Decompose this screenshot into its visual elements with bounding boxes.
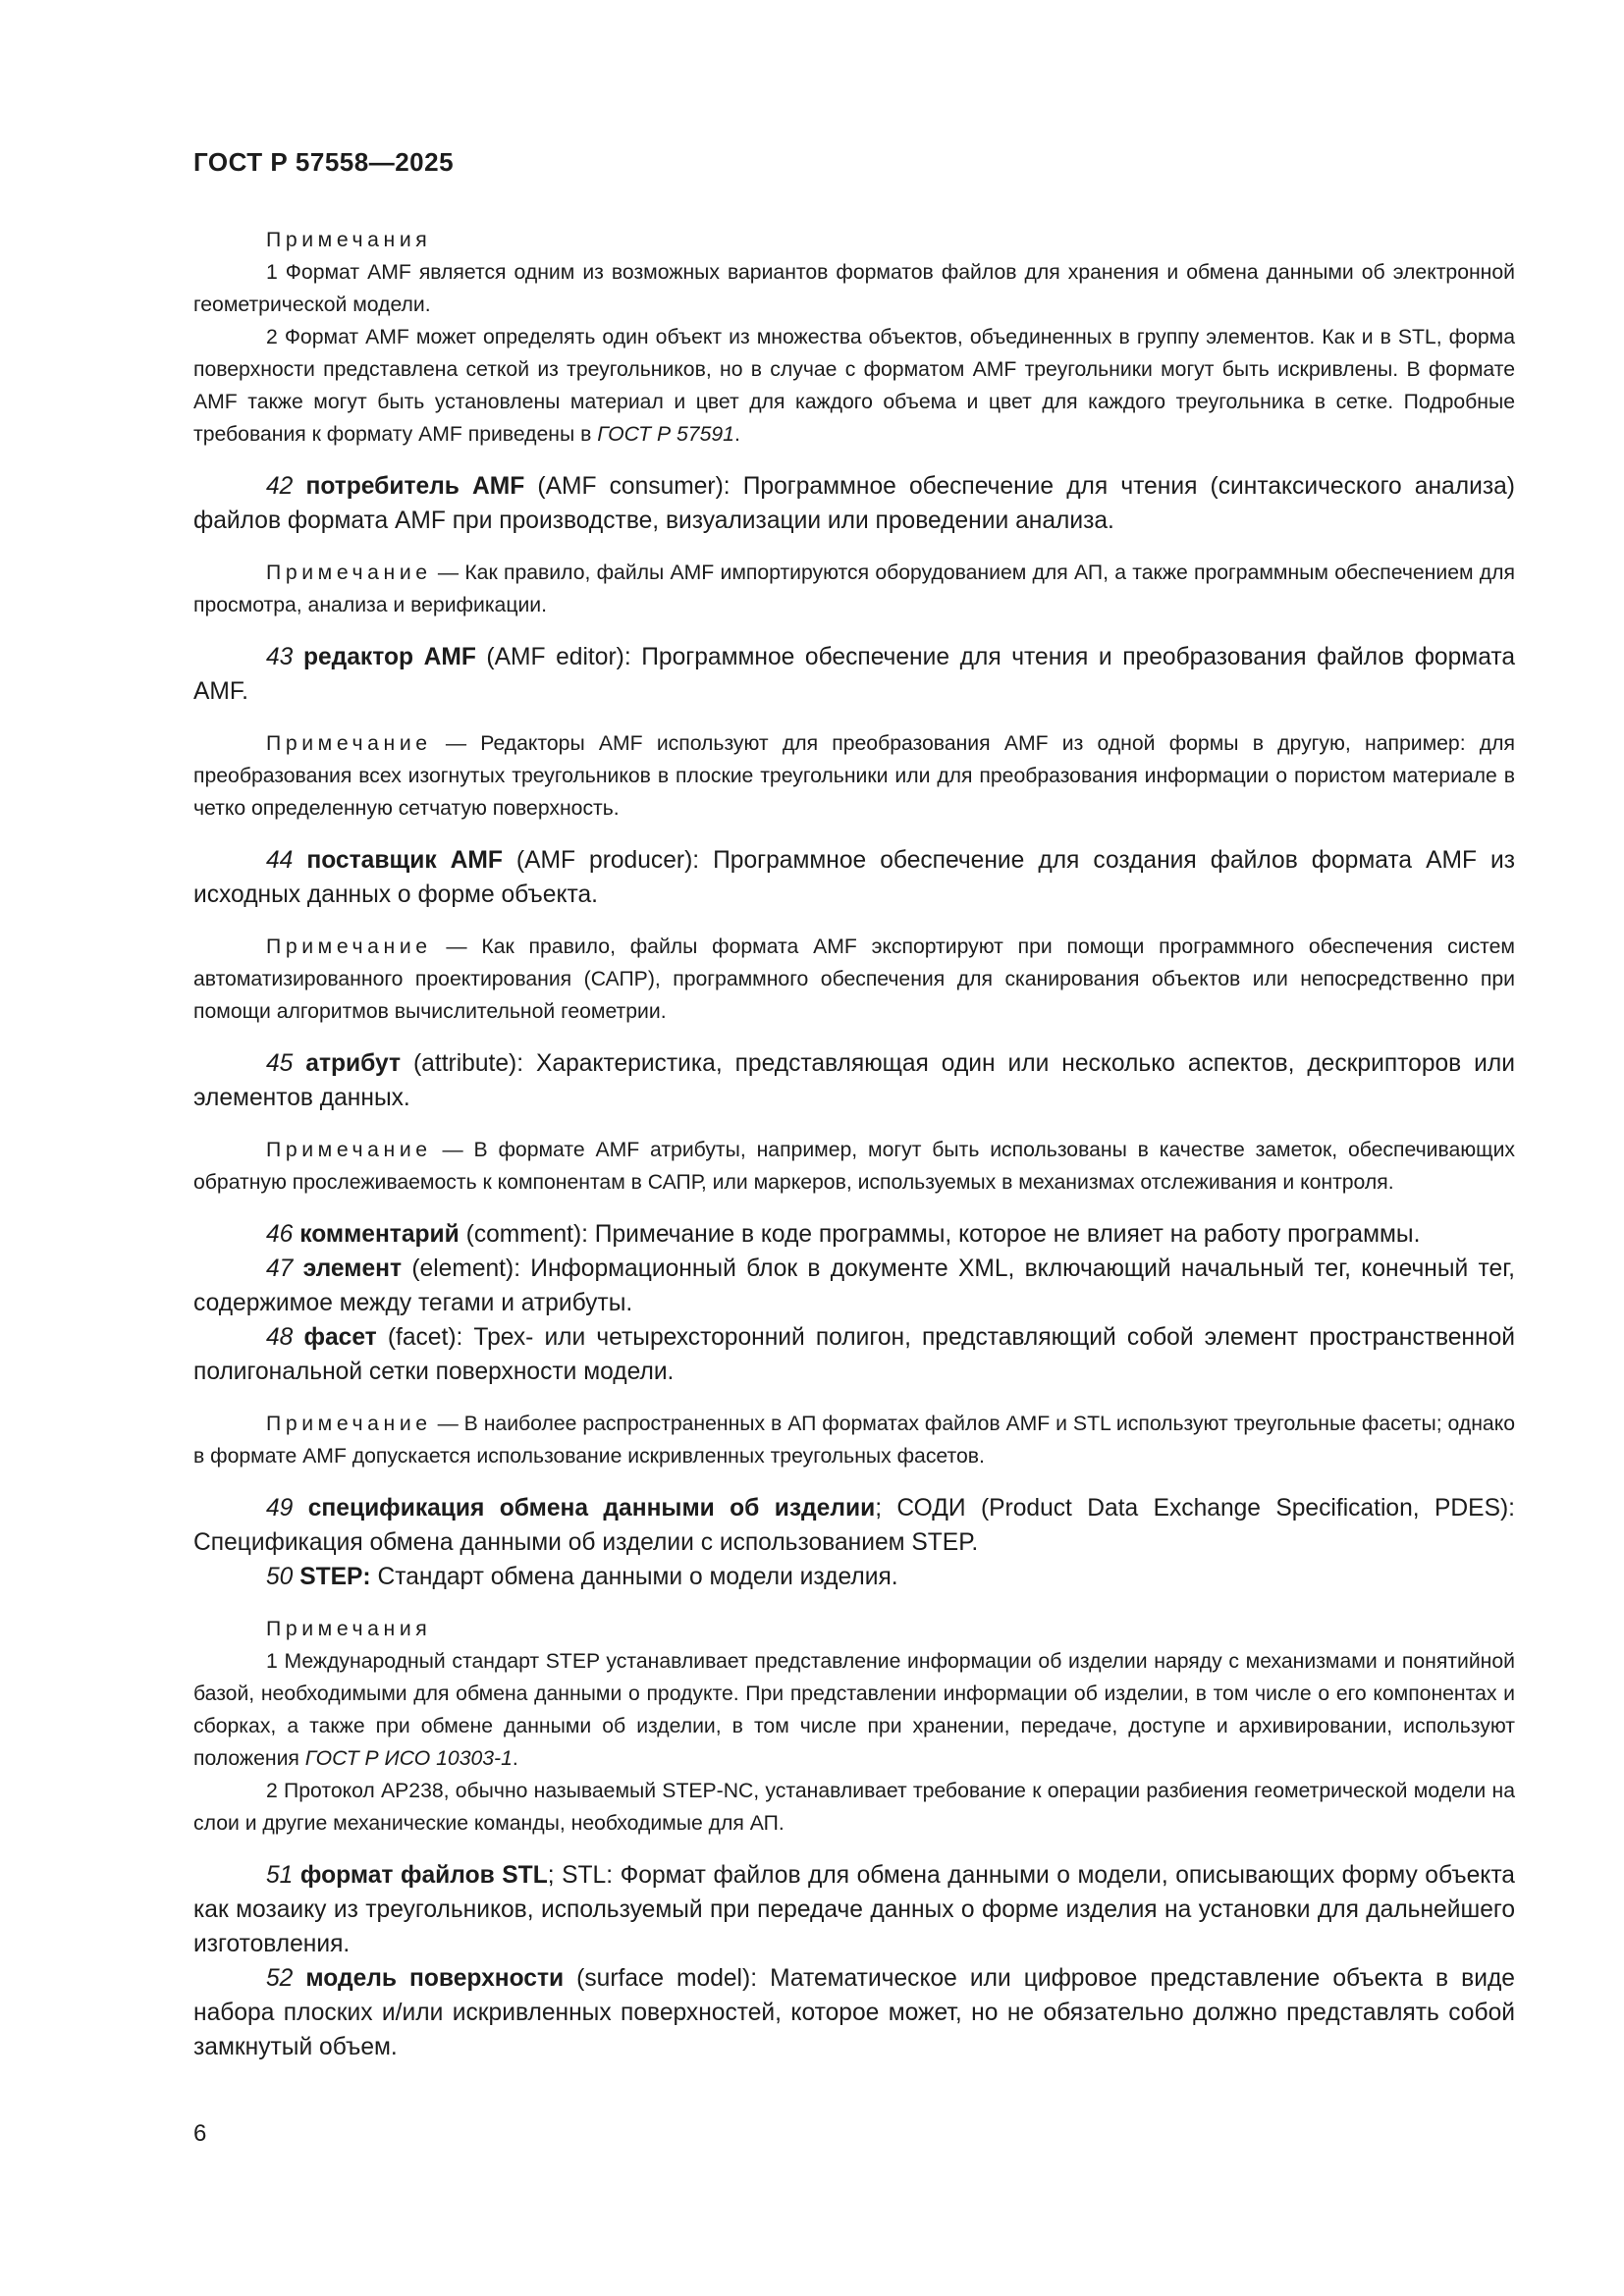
note-item-2: 2 Протокол AP238, обычно называемый STEP-NC, устанавливает требование к операции разбиения геометрической модели на слои и другие механические команды, необходимые для АП. xyxy=(193,1780,1515,1835)
term-note-48: Примечание — В наиболее распространенных в АП форматах файлов AMF и STL используют треугольные фасеты; однако в формате AMF допускается использование искривленных треугольных фасетов. xyxy=(193,1413,1515,1468)
standard-reference: ГОСТ Р ИСО 10303-1 xyxy=(304,1747,513,1770)
term-note-43: Примечание — Редакторы AMF используют для преобразования AMF из одной формы в другую, например: для преобразования всех изогнутых треугольников в плоские треугольники или для преобразования информации о пористом материале в четко определенную сетчатую поверхность. xyxy=(193,732,1515,820)
term-entry-49: 49 спецификация обмена данными об изделии; СОДИ (Product Data Exchange Specification, PDES): Спецификация обмена данными об изделии с использованием STEP. xyxy=(193,1495,1515,1556)
term-name: комментарий xyxy=(299,1221,460,1248)
page-number: 6 xyxy=(193,2120,207,2147)
term-name: поставщик AMF xyxy=(306,847,503,874)
term-name: формат файлов STL xyxy=(299,1862,548,1889)
term-name: спецификация обмена данными об изделии xyxy=(307,1495,876,1522)
standard-reference: ГОСТ Р 57591 xyxy=(597,423,734,446)
term-name: фасет xyxy=(303,1324,377,1351)
term-note-42: Примечание — Как правило, файлы AMF импортируются оборудованием для АП, а также программным обеспечением для просмотра, анализа и верификации. xyxy=(193,561,1515,616)
term-entry-43: 43 редактор AMF (AMF editor): Программное обеспечение для чтения и преобразования файлов формата AMF. xyxy=(193,644,1515,705)
term-entry-46: 46 комментарий (comment): Примечание в коде программы, которое не влияет на работу программы. xyxy=(266,1221,1421,1248)
term-name: потребитель AMF xyxy=(305,473,525,500)
term-name: редактор AMF xyxy=(302,644,476,670)
term-name: модель поверхности xyxy=(305,1965,565,1992)
document-body xyxy=(193,224,1515,2064)
term-entry-51: 51 формат файлов STL; STL: Формат файлов для обмена данными о модели, описывающих форму объекта как мозаику из треугольников, используемый при передаче данных о форме изделия на установки для дальнейшего изготовления. xyxy=(193,1862,1515,1957)
term-entry-45: 45 атрибут (attribute): Характеристика, представляющая один или несколько аспектов, дескрипторов или элементов данных. xyxy=(193,1050,1515,1111)
term-name: атрибут xyxy=(305,1050,402,1077)
note-item-1: 1 Формат AMF является одним из возможных вариантов форматов файлов для хранения и обмена данными об электронной геометрической модели. xyxy=(193,261,1515,316)
term-entry-44: 44 поставщик AMF (AMF producer): Программное обеспечение для создания файлов формата AMF из исходных данных о форме объекта. xyxy=(193,847,1515,908)
term-note-44: Примечание — Как правило, файлы формата AMF экспортируют при помощи программного обеспечения систем автоматизированного проектирования (САПР), программного обеспечения для сканирования объектов или непосредственно при помощи алгоритмов вычислительной геометрии. xyxy=(193,935,1515,1023)
note-item-2: 2 Формат AMF может определять один объект из множества объектов, объединенных в группу элементов. Как и в STL, форма поверхности представлена сеткой из треугольников, но в случае с форматом AMF треугольники могут быть искривлены. В формате AMF также могут быть установлены материал и цвет для каждого объема и цвет для каждого треугольника в сетке. Подробные требования к формату AMF приведены в ГОСТ Р 57591. xyxy=(193,326,1515,446)
note-item-1: 1 Международный стандарт STEP устанавливает представление информации об изделии наряду с механизмами и понятийной базой, необходимыми для обмена данными о продукте. При представлении информации об изделии, в том числе о его компонентах и сборках, а также при обмене данными об изделии, в том числе при хранении, передаче, доступе и архивировании, используют положения ГОСТ Р ИСО 10303-1. xyxy=(193,1650,1515,1770)
term-entry-52: 52 модель поверхности (surface model): Математическое или цифровое представление объекта в виде набора плоских и/или искривленных поверхностей, которое может, но не обязательно должно представлять собой замкнутый объем. xyxy=(193,1965,1515,2060)
notes-caption: Примечания xyxy=(266,229,432,251)
document-header: ГОСТ Р 57558—2025 xyxy=(193,147,455,177)
term-entry-48: 48 фасет (facet): Трех- или четырехсторонний полигон, представляющий собой элемент пространственной полигональной сетки поверхности модели. xyxy=(193,1324,1515,1385)
term-entry-47: 47 элемент (element): Информационный блок в документе XML, включающий начальный тег, конечный тег, содержимое между тегами и атрибуты. xyxy=(193,1255,1515,1316)
term-note-45: Примечание — В формате AMF атрибуты, например, могут быть использованы в качестве заметок, обеспечивающих обратную прослеживаемость к компонентам в САПР, или маркеров, используемых в механизмах отслеживания и контроля. xyxy=(193,1139,1515,1194)
notes-caption: Примечания xyxy=(266,1618,432,1640)
term-entry-42: 42 потребитель AMF (AMF consumer): Программное обеспечение для чтения (синтаксического анализа) файлов формата AMF при производстве, визуализации или проведении анализа. xyxy=(193,473,1515,534)
term-name: элемент xyxy=(302,1255,403,1282)
term-entry-50: 50 STEP: Стандарт обмена данными о модели изделия. xyxy=(266,1564,898,1590)
term-name: STEP: xyxy=(299,1564,371,1590)
